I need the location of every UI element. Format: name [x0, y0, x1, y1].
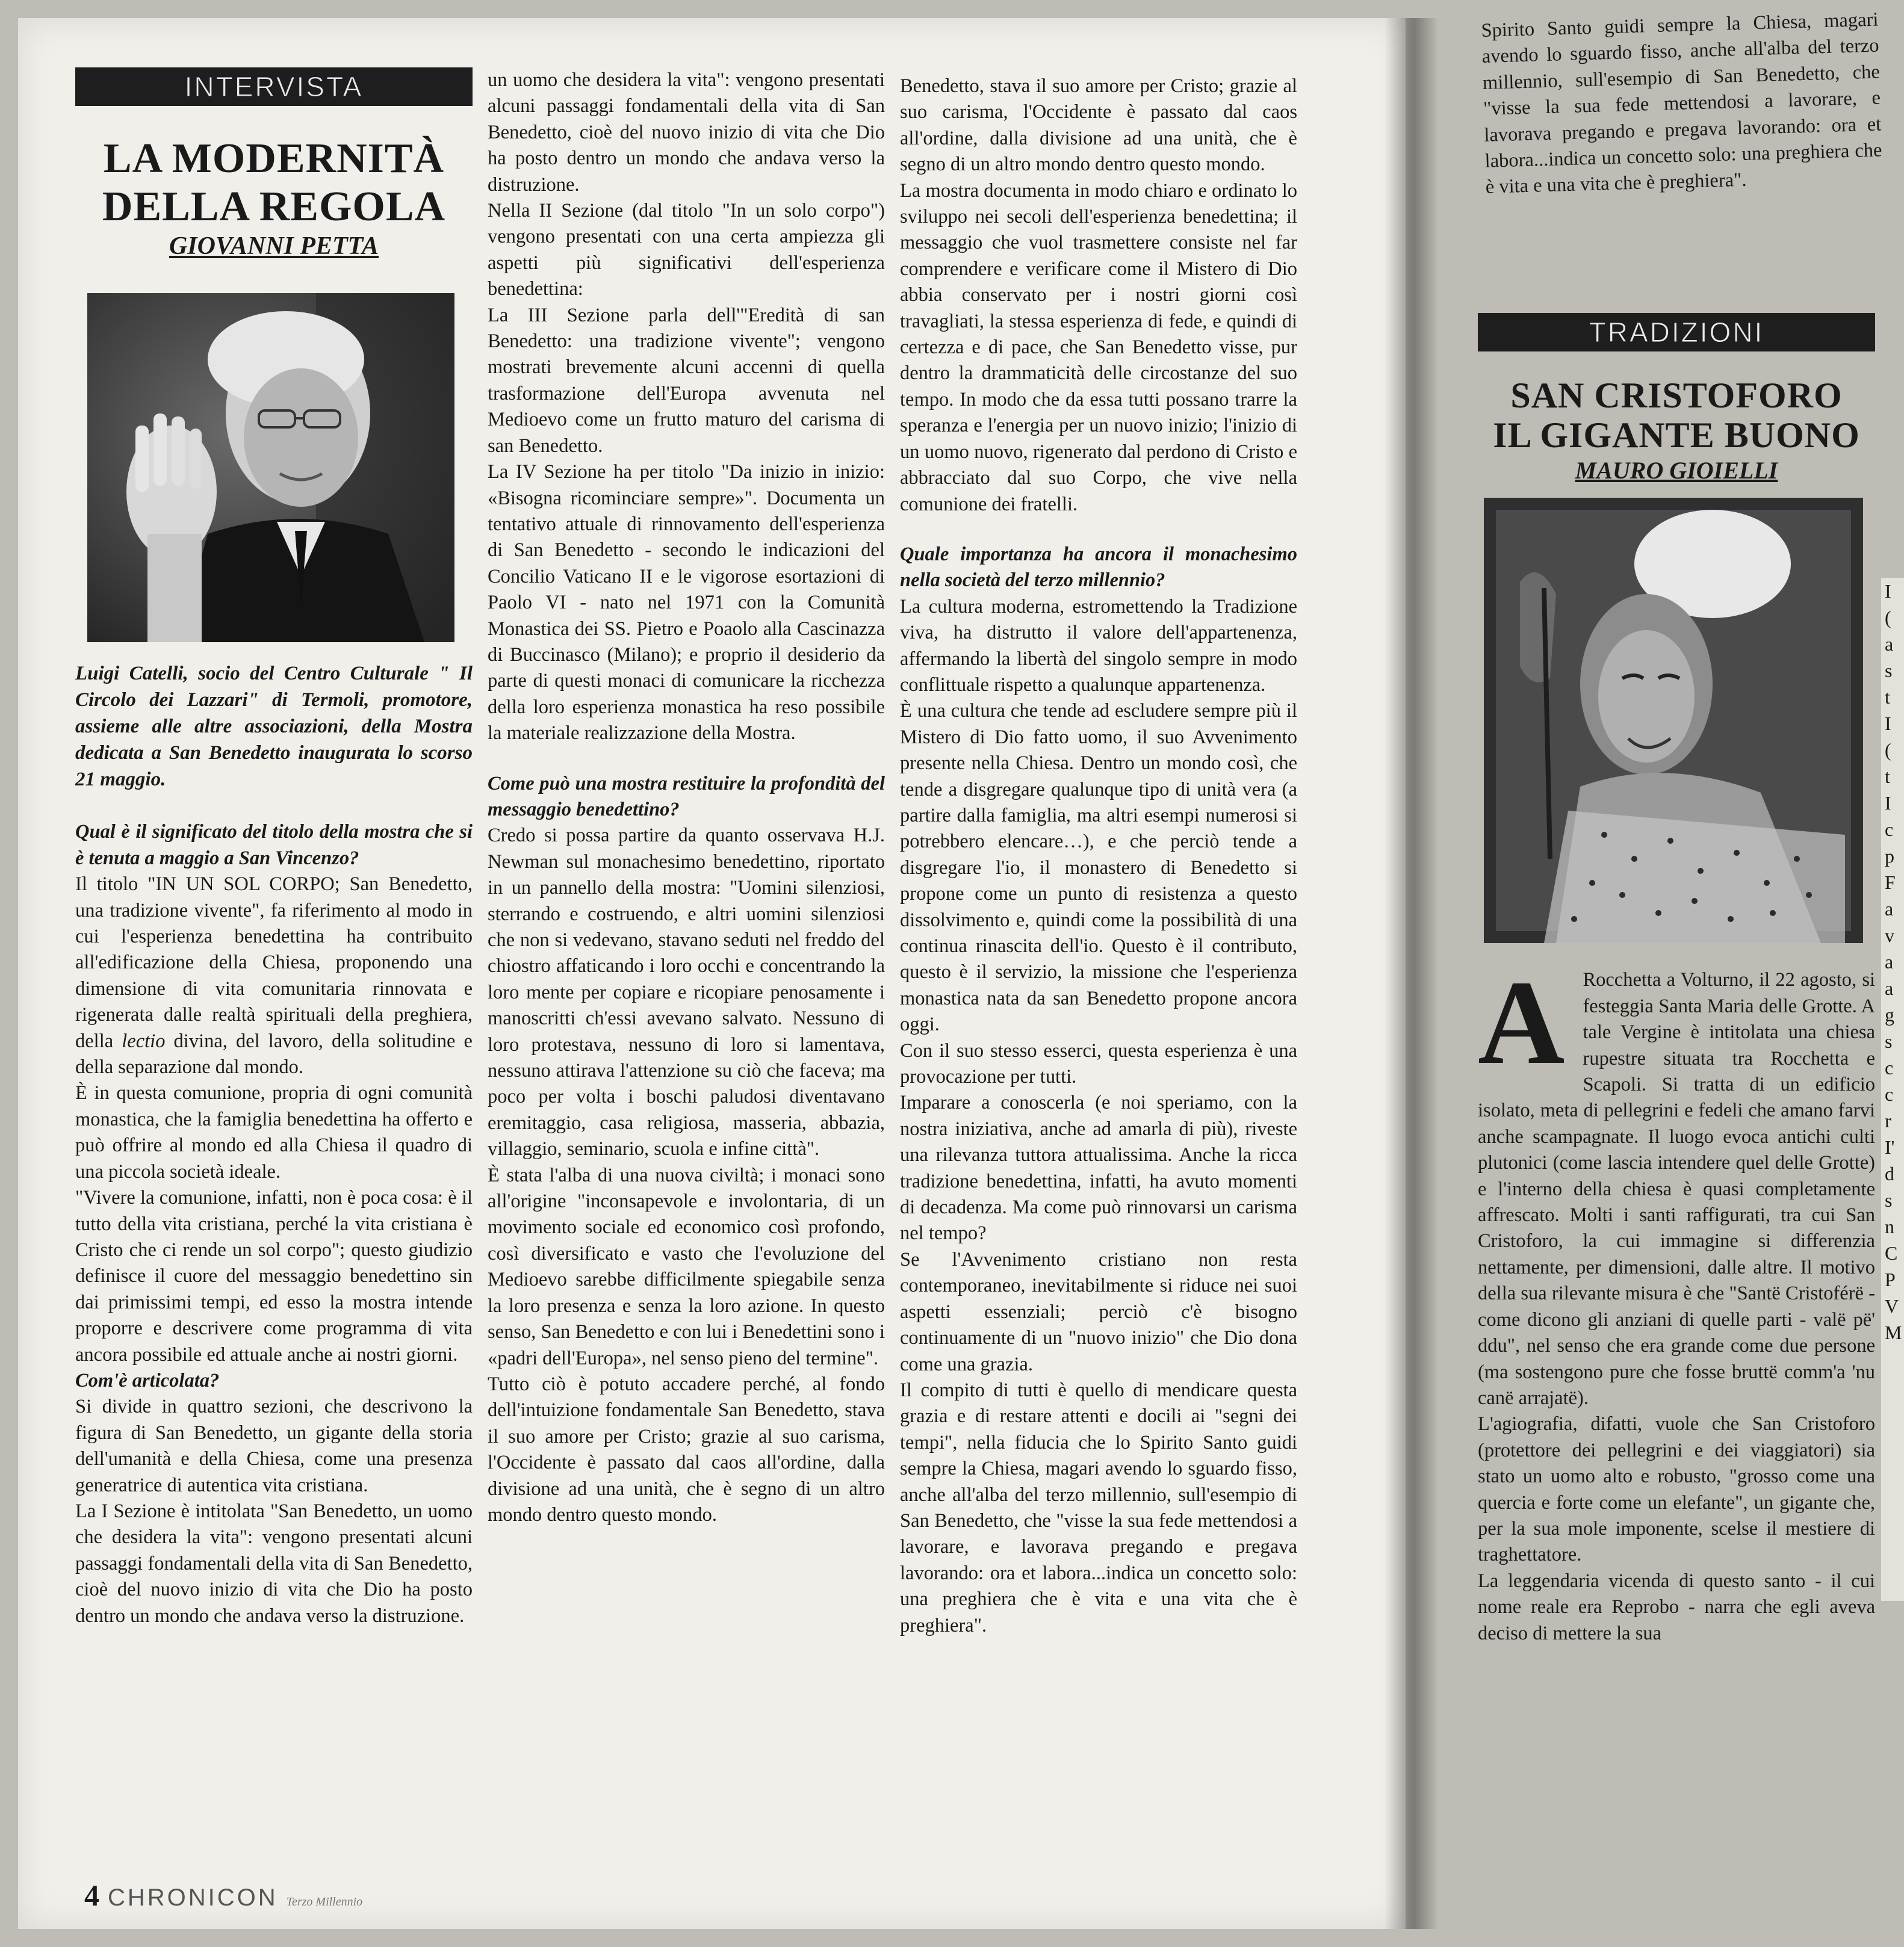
edge-letter: p: [1885, 845, 1894, 867]
article2-author: MAURO GIOIELLI: [1575, 457, 1778, 484]
interview-photo: [87, 293, 454, 642]
column-4: [1481, 7, 1883, 201]
answer-3-paragraph-1: Credo si possa partire da quanto osservava H.J. Newman sul monachesimo benedettino, riportato in un pannello della mostra: "Uomini silenziosi, sterrando e costruendo, e altri uomini silenziosi che non si vedevano, stavano seduti nel freddo del chiostro affaticando i loro occhi e concentrando la loro mente per copiare e ricopiare penosamente i manoscritti ch'essi avevano salvato. Nessuno di loro protestava, nessuno di loro si lamentava, nessuno attirava l'attenzione su ciò che faceva; ma poco per volta i boschi paludosi diventavano eremitaggio, casa religiosa, masseria, abbazia, villaggio, seminario, scuola e infine città".: [488, 825, 885, 1160]
edge-letter: c: [1885, 819, 1894, 840]
edge-letter: c: [1885, 1057, 1894, 1079]
edge-letter: d: [1885, 1163, 1894, 1184]
edge-letter: n: [1885, 1216, 1894, 1237]
edge-letter: s: [1885, 1189, 1893, 1211]
drop-cap: A: [1478, 956, 1565, 1090]
question-2: Com'è articolata?: [75, 1369, 220, 1391]
question-3: Come può una mostra restituire la profondità del messaggio benedettino?: [488, 772, 885, 820]
answer-3-paragraph-4: La mostra documenta in modo chiaro e ordinato lo sviluppo nei secoli dell'esperienza benedettina; il messaggio che vuol trasmettere consiste nel far comprendere e verificare come il Mistero di Dio abbia conservato per i nostri giorni così travagliati, la stessa esperienza di fede, e quindi di certezza e di pace, che San Benedetto visse, pur dentro la drammaticità delle circostanze del suo tempo. In modo che da essa tutti possano trarre la speranza e l'energia per un nuovo inizio; l'inizio di un uomo nuovo, rigenerato dal perdono di Cristo e abbracciato dal suo Corpo, che vive nella comunione dei fratelli.: [900, 179, 1297, 515]
answer-2-paragraph-4: La III Sezione parla dell'"Eredità di san Benedetto: una tradizione vivente"; vengono mostrati brevemente alcuni accenni di quella trasformazione dell'Europa avvenuta nel Medioevo come un frutto maturo del carisma di san Benedetto.: [488, 304, 885, 457]
edge-letter: I': [1885, 1136, 1895, 1158]
edge-letter: (: [1885, 739, 1891, 761]
article2-paragraph-1: [1478, 956, 1875, 1411]
edge-letter: (: [1885, 607, 1891, 628]
edge-letter: r: [1885, 1110, 1891, 1131]
edge-letter: F: [1885, 871, 1896, 893]
edge-letter: I: [1885, 713, 1891, 734]
answer-4-paragraph-6-cont: Spirito Santo guidi sempre la Chiesa, magari avendo lo sguardo fisso, anche all'alba del terzo millennio, sull'esempio di San Benedetto, che "visse la sua fede mettendosi a lavorare, e lavorava pregando e pregava lavorando: ora et labora...indica un concetto solo: una preghiera che è vita e una vita che è preghiera".: [1481, 8, 1882, 199]
question-4: Quale importanza ha ancora il monachesimo nella società del terzo millennio?: [900, 543, 1297, 592]
answer-2-paragraph-2: La I Sezione è intitolata "San Benedetto, un uomo che desidera la vita": vengono presentati alcuni passaggi fondamentali della vita di San Benedetto, cioè del nuovo inizio di vita che Dio ha posto dentro un mondo che andava verso la distruzione.: [75, 1500, 473, 1627]
article2-title-line1: SAN CRISTOFORO: [1510, 376, 1843, 415]
article2-paragraph-3: La leggendaria vicenda di questo santo - il cui nome reale era Reprobo - narra che egli aveva deciso di mettere la sua: [1478, 1570, 1875, 1644]
page-footer: [84, 1878, 362, 1913]
question-1: Qual è il significato del titolo della mostra che si è tenuta a maggio a San Vincenzo?: [75, 821, 473, 869]
edge-letter: a: [1885, 898, 1894, 920]
page-number: 4: [84, 1878, 99, 1912]
answer-1-paragraph-3: "Vivere la comunione, infatti, non è poca cosa: è il tutto della vita cristiana, perché la vita cristiana è Cristo che ci rende un sol corpo"; questo giudizio definisce il cuore del messaggio benedettino sin dai primissimi tempi, ed esso la mostra intende proporre e descrivere come programma di vita ancora possibile ed attuale anche ai nostri giorni.: [75, 1187, 473, 1366]
magazine-tagline: Terzo Millennio: [286, 1895, 363, 1908]
magazine-logo: CHRONICON: [108, 1884, 278, 1911]
portrait-image: [87, 293, 454, 642]
edge-letter: a: [1885, 977, 1894, 999]
edge-letter: s: [1885, 660, 1893, 681]
article-author: GIOVANNI PETTA: [169, 232, 379, 260]
edge-letter: P: [1885, 1269, 1896, 1290]
answer-4-paragraph-2: È una cultura che tende ad escludere sempre più il Mistero di Dio fatto uomo, il suo Avvenimento presente nella Chiesa. Dentro un mondo così, che tende a disgregare qualunque tipo di unità vera (a partire dalla famiglia, ma altri esempi numerosi si potrebbero elencare…), e che perciò tende a disgregare l'io, il monastero di Benedetto si propone come un punto di resistenza a questo dissolvimento e, quindi come la possibilità di una continua rinascita dell'io. Questo è il contributo, questo è il servizio, la missione che l'esperienza monastica nata da san Benedetto propone ancora oggi.: [900, 700, 1297, 1036]
answer-3-paragraph-2: È stata l'alba di una nuova civiltà; i monaci sono all'origine "inconsapevole e involontaria, di un movimento sociale ed economico così profondo, così diversificato e vasto che l'evoluzione del Medioevo sarebbe difficilmente spiegabile senza la loro presenza e senza la loro azione. In questo senso, San Benedetto e con lui i Benedettini sono i «padri dell'Europa», nel senso pieno del termine".: [488, 1164, 885, 1369]
article2-title-line2: IL GIGANTE BUONO: [1493, 415, 1860, 455]
section-label-tradizioni: TRADIZIONI: [1478, 313, 1875, 351]
answer-4-paragraph-4: Imparare a conoscerla (e noi speriamo, con la nostra iniziativa, anche ad amarla di più), riveste una rilevanza tuttora attualissima. Anche la ricca tradizione benedettina, infatti, ha avuto momenti di decadenza. Ma come può rinnovarsi un carisma nel tempo?: [900, 1092, 1297, 1245]
edge-letter: s: [1885, 1030, 1893, 1052]
fresco-illustration: [1484, 498, 1863, 943]
answer-2-paragraph-2-cont: un uomo che desidera la vita": vengono presentati alcuni passaggi fondamentali della vita di San Benedetto, cioè del nuovo inizio di vita che Dio ha posto dentro un mondo che andava verso la distruzione.: [488, 69, 885, 196]
column-1: [75, 67, 473, 1627]
edge-letter: I: [1885, 580, 1891, 602]
article-title-line1: LA MODERNITÀ: [103, 135, 445, 182]
saint-fresco-image: [1484, 498, 1863, 943]
answer-1-paragraph-1: Il titolo "IN UN SOL CORPO; San Benedetto, una tradizione vivente", fa riferimento al modo in cui l'esperienza benedettina ha contribuito all'edificazione della Chiesa, proponendo una dimensione di vita comunitaria rinnovata e rigenerata dalle realtà spirituali della preghiera, della lectio divina, del lavoro, della solitudine e della separazione dal mondo.: [75, 873, 473, 1079]
answer-4-paragraph-1: La cultura moderna, estromettendo la Tradizione viva, ha distrutto il valore dell'appartenenza, affermando la libertà del singolo sempre in modo conflittuale rispetto a qualunque appartenenza.: [900, 595, 1297, 696]
edge-letters: [1881, 578, 1904, 1346]
answer-4-paragraph-3: Con il suo stesso esserci, questa esperienza è una provocazione per tutti.: [900, 1039, 1297, 1088]
answer-2-paragraph-5: La IV Sezione ha per titolo "Da inizio in inizio: «Bisogna ricominciare sempre»". Documenta un tentativo attuale di rinnovamento dell'esperienza di San Benedetto - secondo le indicazioni del Concilio Vaticano II e le vigorose esortazioni di Paolo VI - nato nel 1971 con la Comunità Monastica dei SS. Pietro e Poaolo alla Cascinazza di Buccinasco (Milano); e proprio il desiderio da parte di questi monaci di comunicare la ricchezza della loro esperienza monastica ha reso possibile la materiale realizzazione della Mostra.: [488, 461, 885, 744]
edge-letter: t: [1885, 766, 1890, 787]
edge-letter: C: [1885, 1242, 1898, 1264]
next-page-edge: [1881, 578, 1904, 1601]
answer-3-paragraph-3-cont: Benedetto, stava il suo amore per Cristo; grazie al suo carisma, l'Occidente è passato dal caos all'ordine, dalla divisione ad una unità, che è segno di un altro mondo dentro questo mondo.: [900, 75, 1297, 176]
edge-letter: t: [1885, 686, 1890, 708]
edge-letter: I: [1885, 792, 1891, 814]
column-3: [900, 73, 1297, 1636]
article-title-line2: DELLA REGOLA: [102, 184, 446, 230]
section-label-intervista: INTERVISTA: [75, 67, 473, 106]
column-4-tradizioni: [1478, 313, 1875, 1647]
article2-paragraph-1-text: Rocchetta a Volturno, il 22 agosto, si festeggia Santa Maria delle Grotte. A tale Vergine è intitolata una chiesa rupestre situata tra Rocchetta e Scapoli. Si tratta di un edificio isolato, meta di pellegrini e fedeli che amano farvi anche scampagnate. Il luogo evoca antichi culti plutonici (come lascia intendere quel delle Grotte) e l'interno della chiesa è quasi completamente affrescato. Molti i santi raffigurati, tra cui San Cristoforo, la cui immagine si differenzia nettamente, per dimensioni, dalle altre. Il motivo della sua rilevante misura è che "Santë Cristoférë - come dicono gli anziani di quelle parti - valë pë' ddu", nel senso che era grande come due persone (ma sostengono pure che fosse bruttë comm'a 'nu canë arrajatë).: [1478, 969, 1875, 1409]
article-intro: Luigi Catelli, socio del Centro Culturale " Il Circolo dei Lazzari" di Termoli, promotore, assieme alle altre associazioni, della Mostra dedicata a San Benedetto inaugurata lo scorso 21 maggio.: [75, 663, 473, 791]
left-page: [18, 18, 1406, 1929]
answer-4-paragraph-6: Il compito di tutti è quello di mendicare questa grazia e di restare attenti e docili ai "segni dei tempi", nella fiducia che lo Spirito Santo guidi sempre la Chiesa, magari avendo lo sguardo fisso, anche all'alba del terzo millennio, sull'esempio di San Benedetto, che "visse la sua fede mettendosi a lavorare, e lavorava pregando e pregava lavorando: ora et labora...indica un concetto solo: una preghiera che è vita e una vita che è preghiera".: [900, 1379, 1297, 1636]
edge-letter: V: [1885, 1295, 1899, 1317]
edge-letter: a: [1885, 633, 1894, 655]
edge-letter: c: [1885, 1083, 1894, 1105]
column-2: [488, 67, 885, 1526]
book-gutter: [1385, 18, 1439, 1929]
answer-4-paragraph-5: Se l'Avvenimento cristiano non resta contemporaneo, inevitabilmente si riduce nei suoi aspetti essenziali; perciò c'è bisogno continuamente di un "nuovo inizio" che Dio dona come una grazia.: [900, 1248, 1297, 1375]
edge-letter: v: [1885, 924, 1894, 946]
article2-paragraph-2: L'agiografia, difatti, vuole che San Cristoforo (protettore dei pellegrini e dei viaggiatori) sia stato un uomo alto e robusto, "grosso come una quercia e forte come un elefante", un gigante che, per la sua mole imponente, scelse il mestiere di traghettatore.: [1478, 1413, 1875, 1566]
edge-letter: a: [1885, 951, 1894, 973]
answer-2-paragraph-1: Si divide in quattro sezioni, che descrivono la figura di San Benedetto, un gigante della storia dell'umanità e della Chiesa, come una presenza generatrice di autentica vita cristiana.: [75, 1396, 473, 1496]
answer-2-paragraph-3: Nella II Sezione (dal titolo "In un solo corpo") vengono presentati con una certa ampiezza gli aspetti più significativi dell'esperienza benedettina:: [488, 200, 885, 300]
answer-3-paragraph-3: Tutto ciò è potuto accadere perché, al fondo dell'intuizione fondamentale San Benedetto, stava il suo amore per Cristo; grazie al suo carisma, l'Occidente è passato dal caos all'ordine, dalla divisione ad una unità, che è segno di un altro mondo dentro questo mondo.: [488, 1373, 885, 1526]
edge-letter: M: [1885, 1322, 1902, 1343]
edge-letter: g: [1885, 1004, 1894, 1026]
answer-1-paragraph-2: È in questa comunione, propria di ogni comunità monastica, che la famiglia benedettina ha offerto e può offrire al mondo ed alla Chiesa il quadro di una piccola società ideale.: [75, 1082, 473, 1183]
